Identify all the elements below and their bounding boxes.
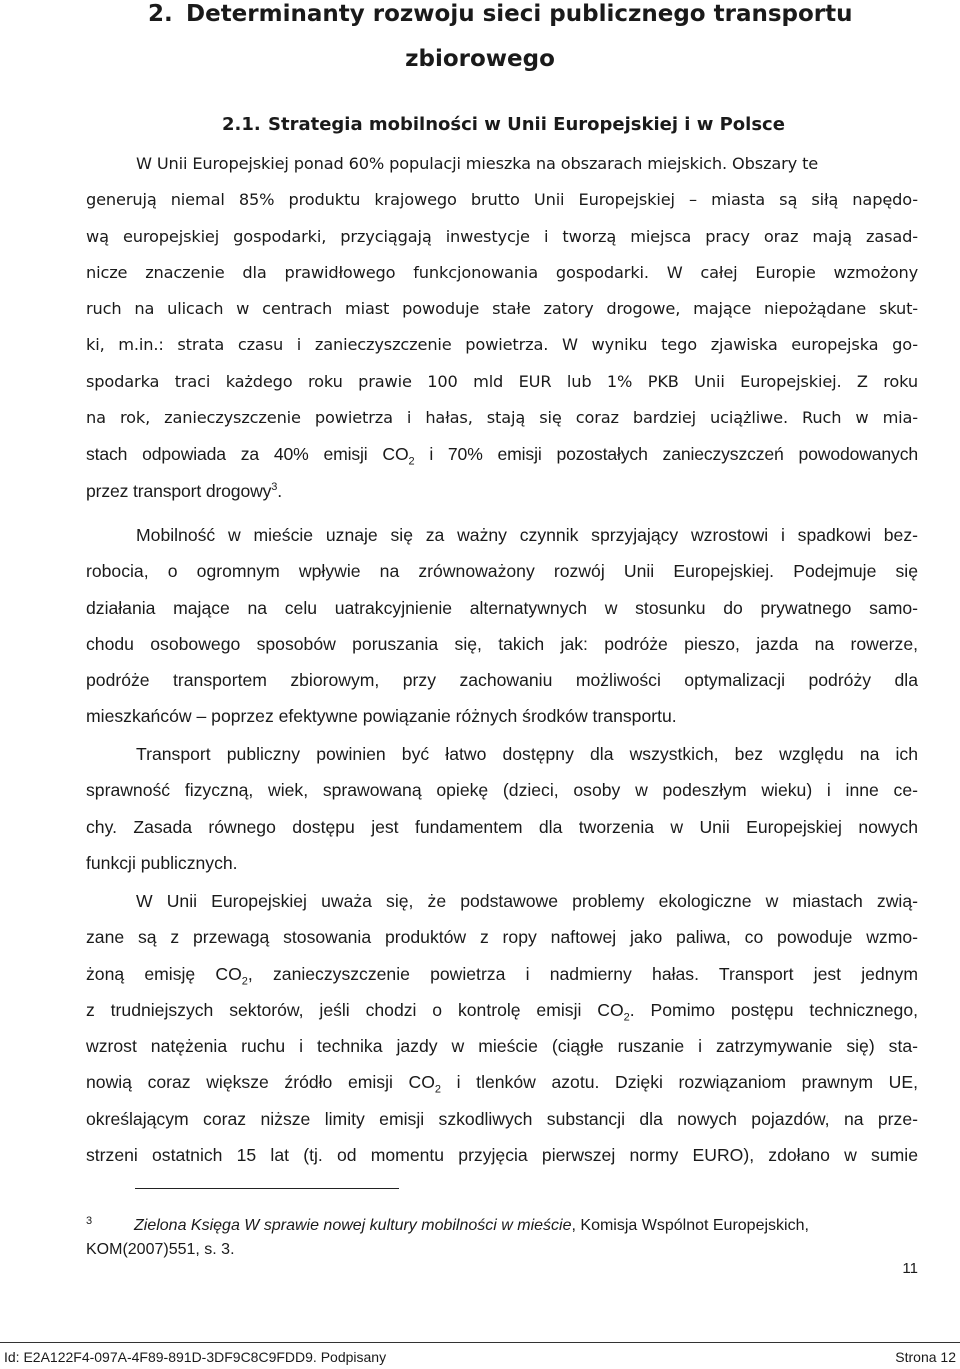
chapter-heading-continued — [0, 46, 960, 72]
footnote-mark: 3 — [86, 1215, 93, 1227]
text-segment: . — [277, 480, 282, 501]
chapter-title-line2: zbiorowego — [405, 46, 555, 72]
text-segment: stach odpowiada za 40% emisji CO — [86, 444, 409, 465]
text-line — [86, 956, 918, 992]
text-line: generują niemal 85% produktu krajowego brutto Unii Europejskiej – miasta są siłą napędo- — [86, 190, 918, 210]
text-line: spodarka traci każdego roku prawie 100 mld EUR lub 1% PKB Unii Europejskiej. Z roku — [86, 371, 918, 391]
footnote-line: KOM(2007)551, s. 3. — [86, 1241, 235, 1258]
text-line: Mobilność w mieście uznaje się za ważny czynnik sprzyjający wzrostowi i spadkowi bez- — [136, 525, 918, 545]
text-line: podróże transportem zbiorowym, przy zachowaniu możliwości optymalizacji podróży dla — [86, 670, 918, 691]
paragraph-3 — [86, 736, 918, 881]
footer-divider — [0, 1342, 960, 1343]
document-id-footer: Id: E2A122F4-097A-4F89-891D-3DF9C8C9FDD9. Podpisany — [4, 1349, 387, 1365]
text-segment: i 70% emisji pozostałych zanieczyszczeń powodowanych — [414, 444, 918, 465]
text-line: ki, m.in.: strata czasu i zanieczyszczenie powietrza. W wyniku tego zjawiska europejska go- — [86, 335, 918, 355]
text-line: funkcji publicznych. — [86, 852, 238, 873]
footnote-reference[interactable]: 3 — [271, 480, 278, 493]
text-line: działania mające na celu uatrakcyjnienie alternatywnych w stosunku do prywatnego samo- — [86, 597, 918, 618]
chapter-heading — [148, 1, 853, 27]
section-heading — [222, 114, 785, 135]
text-line — [86, 992, 918, 1028]
text-line: mieszkańców – poprzez efektywne powiązanie różnych środków transportu. — [86, 706, 677, 727]
text-line: sprawność fizyczną, wiek, sprawowaną opiekę (dzieci, osoby w podeszłym wieku) i inne ce- — [86, 780, 918, 801]
text-line: określającym coraz niższe limity emisji szkodliwych substancji dla nowych pojazdów, na prze- — [86, 1108, 918, 1129]
text-segment: i tlenków azotu. Dzięki rozwiązaniom prawnym UE, — [441, 1072, 918, 1093]
text-line — [86, 1064, 918, 1100]
text-line: wą europejskiej gospodarki, przyciągają inwestycje i tworzą miejsca pracy oraz mają zasad- — [86, 226, 918, 246]
section-title: Strategia mobilności w Unii Europejskiej i w Polsce — [268, 114, 785, 135]
text-segment: z trudniejszych sektorów, jeśli chodzi o kontrolę emisji CO — [86, 999, 624, 1020]
subscript: 2 — [241, 975, 248, 988]
paragraph-4 — [86, 883, 918, 1173]
chapter-title-line1: Determinanty rozwoju sieci publicznego transportu — [186, 1, 853, 27]
paragraph-1 — [86, 146, 918, 509]
text-line — [86, 436, 918, 472]
page-number: 11 — [902, 1260, 918, 1277]
text-segment: przez transport drogowy — [86, 480, 272, 501]
subscript: 2 — [434, 1084, 442, 1096]
paragraph-2 — [86, 517, 918, 735]
text-segment: nowią coraz większe źródło emisji CO — [86, 1072, 435, 1093]
text-line: W Unii Europejskiej ponad 60% populacji mieszka na obszarach miejskich. Obszary te — [136, 154, 819, 173]
text-line: W Unii Europejskiej uważa się, że podstawowe problemy ekologiczne w miastach zwią- — [136, 891, 918, 911]
text-line: robocia, o ogromnym wpływie na zrównoważony rozwój Unii Europejskiej. Podejmuje się — [86, 561, 918, 582]
text-line: ruch na ulicach w centrach miast powoduje stałe zatory drogowe, mające niepożądane skut- — [86, 299, 918, 319]
section-number: 2.1. — [222, 114, 261, 135]
text-line: nicze znaczenie dla prawidłowego funkcjonowania gospodarki. W całej Europie wzmożony — [86, 262, 918, 282]
text-line: na rok, zanieczyszczenie powietrza i hałas, stają się coraz bardziej uciążliwe. Ruch w mia- — [86, 408, 918, 428]
text-line: chodu osobowego sposobów poruszania się, takich jak: podróże pieszo, jazda na rowerze, — [86, 633, 918, 654]
text-line: strzeni ostatnich 15 lat (tj. od momentu przyjęcia pierwszej normy EURO), zdołano w sumie — [86, 1145, 918, 1166]
footnote-separator — [135, 1188, 399, 1189]
text-line: chy. Zasada równego dostępu jest fundamentem dla tworzenia w Unii Europejskiej nowych — [86, 816, 918, 837]
footnote-source: , Komisja Wspólnot Europejskich, — [571, 1217, 809, 1234]
chapter-number: 2. — [148, 1, 173, 27]
text-segment: żoną emisję CO — [86, 963, 242, 984]
text-segment: , zanieczyszczenie powietrza i nadmierny hałas. Transport jest jednym — [247, 963, 918, 984]
subscript: 2 — [623, 1011, 630, 1024]
text-line: zane są z przewagą stosowania produktów z ropy naftowej jako paliwa, co powoduje wzmo- — [86, 927, 918, 948]
viewer-page-indicator: Strona 12 — [895, 1349, 956, 1365]
subscript: 2 — [408, 455, 415, 468]
text-line: Transport publiczny powinien być łatwo dostępny dla wszystkich, bez względu na ich — [136, 744, 918, 764]
text-segment: . Pomimo postępu technicznego, — [629, 999, 918, 1020]
footnote — [86, 1209, 918, 1262]
text-line — [86, 473, 918, 509]
footnote-line — [86, 1209, 918, 1238]
footnote-title: Zielona Księga W sprawie nowej kultury mobilności w mieście — [134, 1217, 572, 1234]
text-line: wzrost natężenia ruchu i technika jazdy w mieście (ciągłe ruszanie i zatrzymywanie się) sta- — [86, 1036, 918, 1057]
